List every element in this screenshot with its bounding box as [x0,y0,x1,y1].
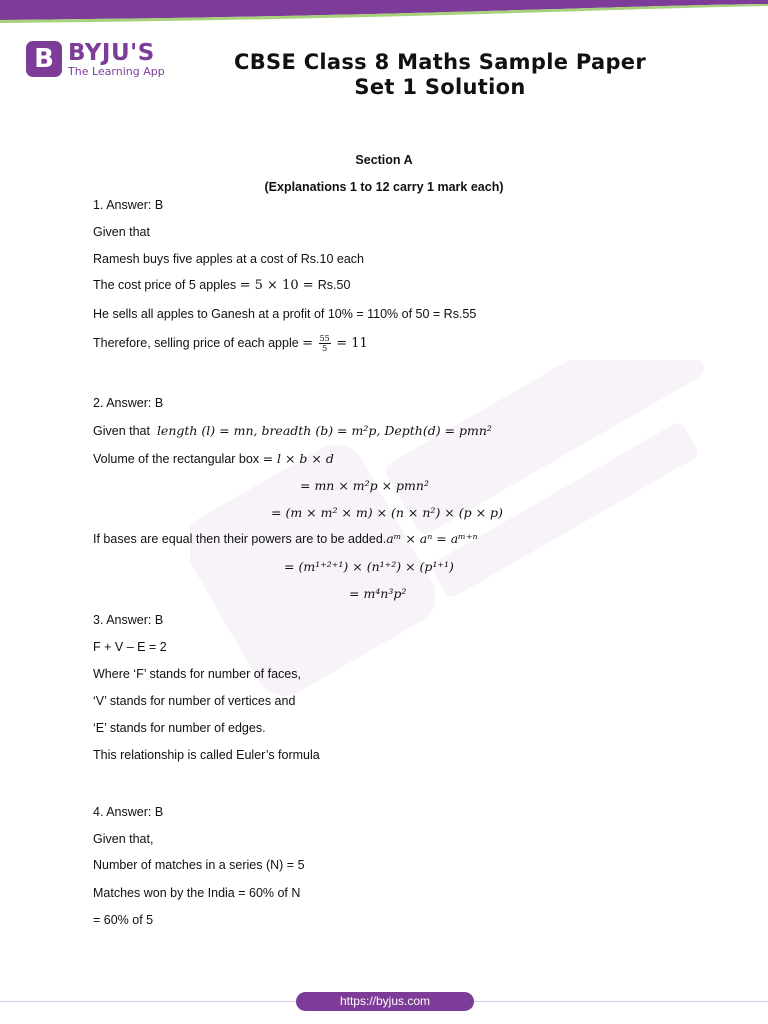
q1-cost-line [93,278,350,293]
q4-answer: 4. Answer: B [93,805,164,819]
logo-tagline: The Learning App [68,65,165,78]
section-note: (Explanations 1 to 12 carry 1 mark each) [264,180,504,194]
q4-given: Given that, [93,832,154,846]
q2-step1: = mn × m²p × pmn² [300,478,429,493]
q3-line3: ‘E’ stands for number of edges. [93,721,266,735]
q2-step2: = (m × m² × m) × (n × n²) × (p × p) [271,505,503,520]
logo-mark: B [26,41,62,77]
q2-rule-line [93,531,478,546]
q2-step4: = m⁴n³p² [349,586,407,601]
q2-answer: 2. Answer: B [93,396,164,410]
page-subtitle: Set 1 Solution [354,75,526,99]
q2-rule-text: If bases are equal then their powers are to be added. [93,532,387,546]
q3-line1: Where ‘F’ stands for number of faces, [93,667,301,681]
page-title: CBSE Class 8 Maths Sample Paper [234,50,646,74]
q2-rule-expr: aᵐ × aⁿ = aᵐ⁺ⁿ [386,531,478,546]
q1-cost-value: Rs.50 [317,278,351,292]
q2-volume-expr: = l × b × d [262,451,334,466]
footer-url-link[interactable]: https://byjus.com [296,992,474,1011]
q3-formula: F + V – E = 2 [93,640,167,654]
q2-volume-line [93,451,334,466]
q2-given-expr: length (l) = mn, breadth (b) = m²p, Depth(d) = pmn² [156,423,492,438]
section-heading: Section A [355,153,413,167]
header-wave-bar [0,0,768,24]
q3-answer: 3. Answer: B [93,613,164,627]
q1-sp-label: Therefore, selling price of each apple [93,335,299,350]
q4-line3: = 60% of 5 [93,913,154,927]
q1-statement: Ramesh buys five apples at a cost of Rs.10 each [93,252,364,266]
q1-cost-label: The cost price of 5 apples [93,278,237,292]
q1-cost-expr: = 5 × 10 = [239,278,318,293]
q3-line4: This relationship is called Euler’s formula [93,748,320,762]
q4-line2: Matches won by the India = 60% of N [93,886,301,900]
q1-sp-result: = 11 [336,335,368,351]
q4-line1: Number of matches in a series (N) = 5 [93,858,305,872]
q1-given: Given that [93,225,150,239]
q1-sp-line: Therefore, selling price of each apple = $\frac{55}{5}$ = 11 [93,334,368,353]
q2-volume-label: Volume of the rectangular box [93,452,260,466]
q2-step3: = (m¹⁺²⁺¹) × (n¹⁺²) × (p¹⁺¹) [284,559,454,574]
q1-sp-fraction: $\frac{55}{5}$ [319,334,330,353]
q1-answer: 1. Answer: B [93,198,164,212]
byjus-logo [26,40,176,80]
q1-sell-text: He sells all apples to Ganesh at a profit of 10% = 110% of 50 = Rs.55 [93,307,477,321]
q3-line2: ‘V’ stands for number of vertices and [93,694,296,708]
logo-name: BYJU'S [68,40,155,66]
q2-given-label: Given that [93,424,150,438]
q2-given-line [93,423,492,438]
